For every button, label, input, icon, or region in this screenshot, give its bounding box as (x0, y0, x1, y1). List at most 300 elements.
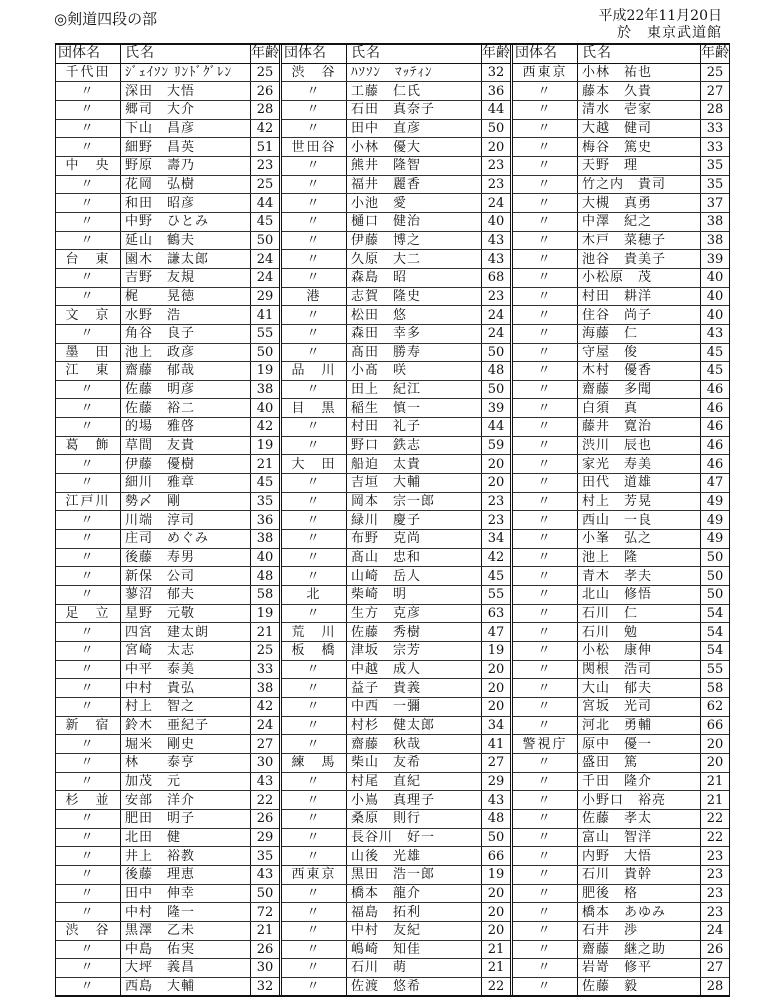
name-cell: 嶋崎 知佳 (347, 940, 482, 959)
name-cell: 庄司 めぐみ (121, 530, 251, 549)
table-row (282, 138, 510, 157)
age-cell: 30 (251, 753, 280, 772)
table-row (56, 100, 279, 119)
table-row (56, 809, 279, 828)
team-cell: 〃 (282, 959, 347, 978)
table-row (513, 492, 729, 511)
age-cell: 55 (482, 586, 511, 605)
age-cell: 34 (482, 716, 511, 735)
age-cell: 58 (251, 586, 280, 605)
age-cell: 68 (482, 268, 511, 287)
table-row (282, 642, 510, 661)
age-cell: 20 (482, 660, 511, 679)
table-row (513, 791, 729, 810)
name-cell: 宮崎 太志 (121, 642, 251, 661)
name-cell: 天野 理 (578, 156, 701, 175)
name-cell: 大坪 義昌 (121, 959, 251, 978)
name-cell: 石田 真奈子 (347, 100, 482, 119)
name-cell: 小嶌 真理子 (347, 791, 482, 810)
name-cell: 後藤 寿男 (121, 548, 251, 567)
header-name: 氏名 (578, 45, 701, 63)
event-date: 平成22年11月20日 (598, 8, 722, 24)
team-cell: 〃 (56, 623, 121, 642)
team-cell: 荒 川 (282, 623, 347, 642)
name-cell: 福島 拓利 (347, 903, 482, 922)
name-cell: 木戸 菜穂子 (578, 231, 701, 250)
name-cell: 柴崎 明 (347, 586, 482, 605)
team-cell: 練 馬 (282, 753, 347, 772)
team-cell: 〃 (56, 977, 121, 995)
name-cell: 下山 昌彦 (121, 119, 251, 138)
team-cell: 〃 (513, 586, 578, 605)
name-cell: 藤本 久貴 (578, 82, 701, 101)
table-row (56, 548, 279, 567)
team-cell: 〃 (513, 100, 578, 119)
team-cell: 江戸川 (56, 492, 121, 511)
team-cell: 〃 (282, 82, 347, 101)
name-cell: 藤井 寛治 (578, 418, 701, 437)
table-row (56, 212, 279, 231)
team-cell: 〃 (56, 847, 121, 866)
age-cell: 42 (251, 697, 280, 716)
team-cell: 〃 (513, 250, 578, 269)
age-cell: 23 (482, 492, 511, 511)
name-cell: 石川 勉 (578, 623, 701, 642)
age-cell: 32 (256, 979, 274, 995)
table-row (513, 474, 729, 493)
table-row (282, 380, 510, 399)
name-cell: 布野 克尚 (347, 530, 482, 549)
age-cell: 19 (251, 436, 280, 455)
age-cell: 43 (251, 865, 280, 884)
team-cell: 〃 (282, 884, 347, 903)
name-cell: 加茂 元 (121, 772, 251, 791)
team-cell: 〃 (56, 138, 121, 157)
name-cell: 森田 幸多 (347, 324, 482, 343)
team-cell: 〃 (282, 735, 347, 754)
name-cell: 津坂 宗芳 (347, 642, 482, 661)
name-cell: 吉垣 大輔 (347, 474, 482, 493)
table-row (513, 940, 729, 959)
name-cell: 深田 大悟 (121, 82, 251, 101)
team-cell: 〃 (56, 231, 121, 250)
table-row (513, 156, 729, 175)
age-cell: 55 (251, 324, 280, 343)
table-row (513, 138, 729, 157)
team-cell: 〃 (56, 903, 121, 922)
team-cell: 〃 (56, 418, 121, 437)
age-cell: 50 (482, 343, 511, 362)
table-row (513, 306, 729, 325)
team-cell: 〃 (513, 212, 578, 231)
table-row (282, 548, 510, 567)
table-row (513, 287, 729, 306)
table-row (282, 772, 510, 791)
team-cell: 〃 (513, 865, 578, 884)
team-cell: 〃 (513, 847, 578, 866)
name-cell: 中越 成人 (347, 660, 482, 679)
age-cell: 40 (701, 306, 730, 325)
age-cell: 41 (251, 306, 280, 325)
age-cell: 38 (701, 212, 730, 231)
table-row (56, 250, 279, 269)
age-cell: 23 (482, 175, 511, 194)
age-cell: 45 (701, 343, 730, 362)
age-cell: 28 (251, 100, 280, 119)
age-cell: 42 (251, 119, 280, 138)
name-cell: 竹之内 貴司 (578, 175, 701, 194)
team-cell: 〃 (513, 82, 578, 101)
age-cell: 23 (482, 156, 511, 175)
table-row (282, 455, 510, 474)
name-cell: 青木 孝夫 (578, 567, 701, 586)
team-cell: 大 田 (282, 455, 347, 474)
age-cell: 50 (701, 586, 730, 605)
table-row (513, 511, 729, 530)
table-row (513, 455, 729, 474)
team-cell: 〃 (56, 194, 121, 213)
age-cell: 50 (701, 567, 730, 586)
age-cell: 50 (482, 380, 511, 399)
team-cell: 文 京 (56, 306, 121, 325)
age-cell: 54 (701, 623, 730, 642)
age-cell: 48 (482, 362, 511, 381)
table-row (282, 175, 510, 194)
age-cell: 21 (701, 791, 730, 810)
table-row (282, 492, 510, 511)
name-cell: 村杉 健太郎 (347, 716, 482, 735)
table-row (513, 847, 729, 866)
team-cell: 〃 (56, 567, 121, 586)
header-name: 氏名 (121, 45, 251, 63)
table-row (282, 212, 510, 231)
name-cell: 中島 佑実 (121, 940, 251, 959)
name-cell: 野口 鉄志 (347, 436, 482, 455)
name-cell: 田上 紀江 (347, 380, 482, 399)
name-cell: 佐渡 悠希 (347, 977, 482, 995)
table-row (282, 156, 510, 175)
team-cell: 〃 (282, 324, 347, 343)
document-title: ◎剣道四段の部 (54, 10, 158, 28)
name-cell: 細野 昌英 (121, 138, 251, 157)
team-cell: 〃 (56, 884, 121, 903)
name-cell: 村上 芳晃 (578, 492, 701, 511)
header-team: 団体名 (282, 45, 347, 63)
age-cell: 36 (251, 511, 280, 530)
name-cell: 橋本 あゆみ (578, 903, 701, 922)
age-cell: 35 (251, 492, 280, 511)
table-row (56, 343, 279, 362)
age-cell: 20 (482, 697, 511, 716)
name-cell: 井上 裕教 (121, 847, 251, 866)
table-row (56, 567, 279, 586)
table-row (282, 362, 510, 381)
table-row (282, 399, 510, 418)
name-cell: 大槻 真勇 (578, 194, 701, 213)
table-row (513, 716, 729, 735)
team-cell: 杉 並 (56, 791, 121, 810)
name-cell: 川端 淳司 (121, 511, 251, 530)
table-row (56, 511, 279, 530)
age-cell: 21 (482, 940, 511, 959)
table-row (56, 642, 279, 661)
team-cell: 〃 (282, 250, 347, 269)
team-cell: 〃 (282, 511, 347, 530)
header-name: 氏名 (347, 45, 482, 63)
age-cell: 24 (251, 716, 280, 735)
name-cell: 守屋 俊 (578, 343, 701, 362)
name-cell: 髙田 勝寿 (347, 343, 482, 362)
team-cell: 〃 (282, 809, 347, 828)
age-cell: 26 (701, 940, 730, 959)
team-cell: 〃 (513, 455, 578, 474)
table-row (282, 194, 510, 213)
team-cell: 〃 (56, 772, 121, 791)
age-cell: 48 (482, 809, 511, 828)
name-cell: 森島 昭 (347, 268, 482, 287)
age-cell: 43 (251, 772, 280, 791)
table-row (282, 63, 510, 82)
team-cell: 〃 (282, 791, 347, 810)
name-cell: 星野 元敬 (121, 604, 251, 623)
name-cell: 村尾 直紀 (347, 772, 482, 791)
table-row (513, 194, 729, 213)
team-cell: 港 (282, 287, 347, 306)
age-cell: 22 (251, 791, 280, 810)
team-cell: 〃 (513, 884, 578, 903)
table-row (56, 697, 279, 716)
team-cell: 〃 (56, 268, 121, 287)
age-cell: 28 (706, 979, 724, 995)
age-cell: 19 (251, 362, 280, 381)
table-row (282, 567, 510, 586)
team-cell: 〃 (282, 492, 347, 511)
table-row (282, 753, 510, 772)
age-cell: 43 (482, 250, 511, 269)
age-cell: 40 (251, 548, 280, 567)
team-cell: 〃 (282, 212, 347, 231)
age-cell: 22 (701, 828, 730, 847)
name-cell: 益子 貴義 (347, 679, 482, 698)
name-cell: 小野口 裕亮 (578, 791, 701, 810)
table-row (282, 343, 510, 362)
age-cell: 36 (482, 82, 511, 101)
team-cell: 〃 (56, 809, 121, 828)
team-cell: 〃 (513, 418, 578, 437)
age-cell: 32 (482, 63, 511, 82)
age-cell: 45 (251, 212, 280, 231)
age-cell: 29 (251, 828, 280, 847)
age-cell: 30 (251, 959, 280, 978)
team-cell: 〃 (513, 716, 578, 735)
name-cell: 大越 健司 (578, 119, 701, 138)
table-row (282, 903, 510, 922)
name-cell: 野原 壽乃 (121, 156, 251, 175)
name-cell: 黒澤 乙未 (121, 921, 251, 940)
age-cell: 22 (487, 979, 505, 995)
team-cell: 〃 (56, 828, 121, 847)
team-cell: 〃 (56, 82, 121, 101)
table-row (282, 436, 510, 455)
table-row (513, 175, 729, 194)
team-cell: 〃 (513, 492, 578, 511)
age-cell: 19 (251, 604, 280, 623)
team-cell: 〃 (513, 828, 578, 847)
name-cell: 宮坂 光司 (578, 697, 701, 716)
team-cell: 〃 (282, 697, 347, 716)
event-venue: 於 東京武道館 (617, 25, 722, 41)
name-cell: 新保 公司 (121, 567, 251, 586)
name-cell: 海藤 仁 (578, 324, 701, 343)
table-row (282, 679, 510, 698)
age-cell: 47 (701, 474, 730, 493)
age-cell: 38 (251, 530, 280, 549)
team-cell: 〃 (513, 567, 578, 586)
table-row (282, 921, 510, 940)
name-cell: 柴山 友希 (347, 753, 482, 772)
age-cell: 24 (482, 306, 511, 325)
table-row (282, 418, 510, 437)
age-cell: 24 (482, 324, 511, 343)
table-row (513, 100, 729, 119)
team-cell: 〃 (56, 753, 121, 772)
table-row (513, 362, 729, 381)
team-cell: 〃 (513, 380, 578, 399)
age-cell: 24 (701, 921, 730, 940)
table-row (282, 959, 510, 978)
age-cell: 27 (251, 735, 280, 754)
name-cell: 池上 隆 (578, 548, 701, 567)
name-cell: 石川 萌 (347, 959, 482, 978)
table-row (56, 231, 279, 250)
table-row (56, 436, 279, 455)
name-cell: 生方 克彦 (347, 604, 482, 623)
team-cell: 〃 (56, 324, 121, 343)
team-cell: 〃 (513, 940, 578, 959)
table-row (513, 642, 729, 661)
name-cell: 角谷 良子 (121, 324, 251, 343)
table-row (513, 231, 729, 250)
table-row (56, 175, 279, 194)
age-cell: 29 (482, 772, 511, 791)
name-cell: 池谷 貴美子 (578, 250, 701, 269)
team-cell: 〃 (513, 268, 578, 287)
team-cell: 〃 (282, 380, 347, 399)
team-cell: 〃 (282, 903, 347, 922)
age-cell: 20 (482, 903, 511, 922)
name-cell: 渋川 辰也 (578, 436, 701, 455)
table-row (56, 791, 279, 810)
name-cell: 西山 一良 (578, 511, 701, 530)
age-cell: 20 (701, 753, 730, 772)
team-cell: 〃 (56, 399, 121, 418)
table-row (513, 828, 729, 847)
name-cell: 田中 直彦 (347, 119, 482, 138)
team-cell: 葛 飾 (56, 436, 121, 455)
table-row (282, 809, 510, 828)
name-cell: 福井 麗香 (347, 175, 482, 194)
table-row (513, 399, 729, 418)
team-cell: 新 宿 (56, 716, 121, 735)
name-cell: 松田 悠 (347, 306, 482, 325)
table-row (282, 530, 510, 549)
team-cell: 〃 (513, 474, 578, 493)
team-cell: 〃 (513, 343, 578, 362)
table-row (56, 306, 279, 325)
table-row (513, 436, 729, 455)
table-row (56, 903, 279, 922)
table-row (513, 567, 729, 586)
age-cell: 59 (482, 436, 511, 455)
name-cell: 小髙 咲 (347, 362, 482, 381)
header-age: 年齢 (482, 45, 510, 62)
age-cell: 50 (482, 828, 511, 847)
table-row (56, 623, 279, 642)
age-cell: 20 (482, 921, 511, 940)
age-cell: 50 (251, 343, 280, 362)
team-cell: 世田谷 (282, 138, 347, 157)
age-cell: 22 (701, 809, 730, 828)
name-cell: 黒田 浩一郎 (347, 865, 482, 884)
team-cell: 〃 (56, 642, 121, 661)
team-cell: 〃 (513, 977, 578, 995)
team-cell: 〃 (513, 679, 578, 698)
age-cell: 24 (482, 194, 511, 213)
team-cell: 〃 (513, 175, 578, 194)
name-cell: 緑川 慶子 (347, 511, 482, 530)
age-cell: 44 (482, 100, 511, 119)
team-cell: 板 橋 (282, 642, 347, 661)
name-cell: 千田 隆介 (578, 772, 701, 791)
team-cell: 江 東 (56, 362, 121, 381)
team-cell: 〃 (56, 474, 121, 493)
name-cell: 小峯 弘之 (578, 530, 701, 549)
roster-column-3 (510, 45, 730, 995)
team-cell: 〃 (513, 306, 578, 325)
table-row (282, 474, 510, 493)
age-cell: 54 (701, 604, 730, 623)
table-row (282, 604, 510, 623)
table-row (56, 660, 279, 679)
age-cell: 50 (251, 884, 280, 903)
age-cell: 49 (701, 530, 730, 549)
name-cell: 吉野 友規 (121, 268, 251, 287)
table-row (282, 697, 510, 716)
age-cell: 25 (251, 175, 280, 194)
team-cell: 〃 (56, 119, 121, 138)
team-cell: 〃 (56, 697, 121, 716)
table-row (56, 977, 279, 995)
age-cell: 23 (482, 511, 511, 530)
name-cell: 中平 泰美 (121, 660, 251, 679)
table-row (56, 586, 279, 605)
age-cell: 38 (251, 679, 280, 698)
name-cell: 内野 大悟 (578, 847, 701, 866)
name-cell: 志賀 隆史 (347, 287, 482, 306)
name-cell: 長谷川 好一 (347, 828, 482, 847)
name-cell: 船迫 太貴 (347, 455, 482, 474)
name-cell: 中野 ひとみ (121, 212, 251, 231)
name-cell: 伊藤 博之 (347, 231, 482, 250)
name-cell: 山後 光雄 (347, 847, 482, 866)
age-cell: 49 (701, 492, 730, 511)
roster-table (55, 43, 730, 997)
team-cell: 〃 (282, 100, 347, 119)
table-row (56, 865, 279, 884)
name-cell: 西島 大輔 (121, 977, 251, 995)
name-cell: 住谷 尚子 (578, 306, 701, 325)
name-cell: 村上 智之 (121, 697, 251, 716)
